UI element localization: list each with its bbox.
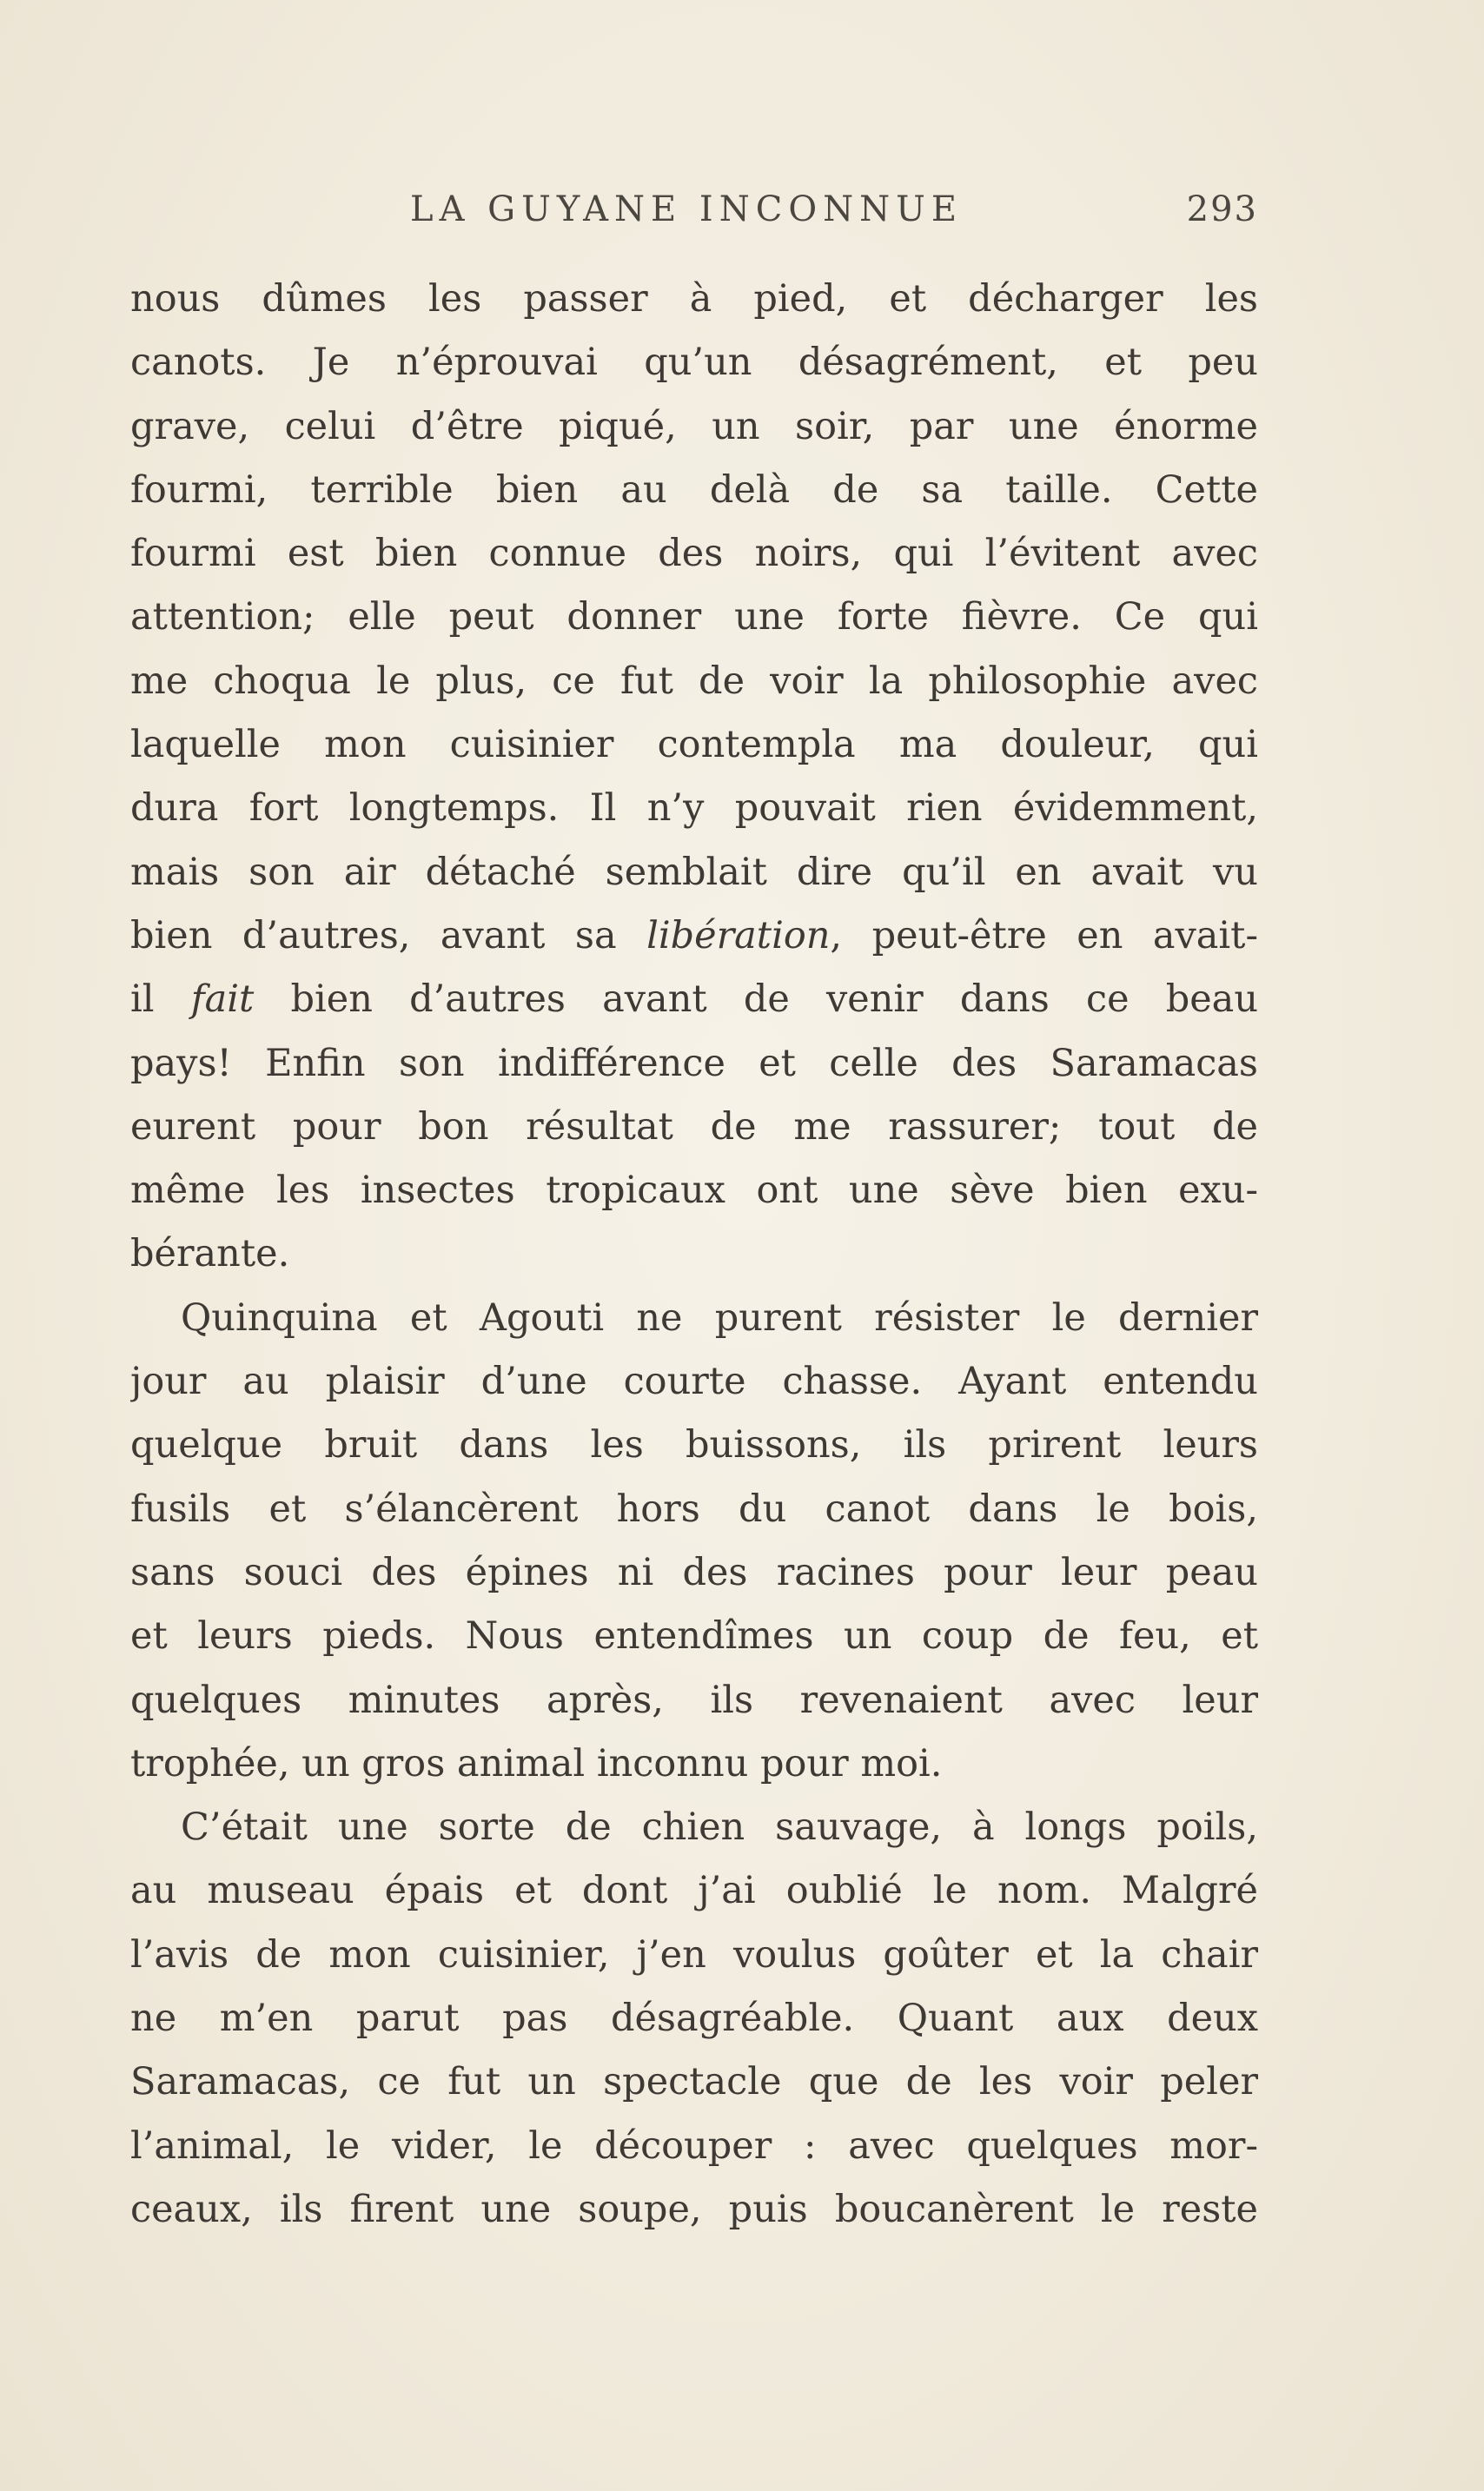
text-line: bérante. [130, 1232, 290, 1276]
text-line: ceaux, ils firent une soupe, puis boucanèrent le reste [130, 2187, 1258, 2231]
italic-word: fait [190, 977, 255, 1022]
text-line: mais son air détaché semblait dire qu’il en avait vu [130, 850, 1258, 894]
body-text [130, 268, 1258, 2242]
text-line: au museau épais et dont j’ai oublié le nom. Malgré [130, 1869, 1258, 1913]
running-title: LA GUYANE INCONNUE [410, 189, 964, 229]
text-line: pays! Enfin son indifférence et celle des Saramacas [130, 1041, 1258, 1085]
text-line: sans souci des épines ni des racines pour leur peau [130, 1550, 1258, 1594]
text-line [130, 968, 1258, 1031]
text-line: trophée, un gros animal inconnu pour moi. [130, 1741, 943, 1785]
text-line: eurent pour bon résultat de me rassurer; tout de [130, 1104, 1258, 1149]
text-line: nous dûmes les passer à pied, et décharger les [130, 277, 1258, 321]
text-line: l’animal, le vider, le découper : avec quelques mor- [130, 2123, 1258, 2168]
text-line: quelques minutes après, ils revenaient avec leur [130, 1678, 1258, 1722]
text-line: canots. Je n’éprouvai qu’un désagrément, et peu [130, 341, 1258, 385]
text-line: fourmi, terrible bien au delà de sa taille. Cette [130, 467, 1258, 512]
text-line: Quinquina et Agouti ne purent résister le dernier [181, 1295, 1258, 1340]
text-line: même les insectes tropicaux ont une sève bien exu- [130, 1169, 1258, 1213]
text-line: et leurs pieds. Nous entendîmes un coup de feu, et [130, 1614, 1258, 1659]
page-number: 293 [1186, 189, 1258, 229]
text-line: ne m’en parut pas désagréable. Quant aux deux [130, 1997, 1258, 2041]
text-line: fourmi est bien connue des noirs, qui l’évitent avec [130, 532, 1258, 576]
page-header [130, 189, 1258, 242]
text-line: grave, celui d’être piqué, un soir, par une énorme [130, 404, 1258, 448]
text-line [130, 904, 1258, 968]
text-line: Saramacas, ce fut un spectacle que de les voir peler [130, 2060, 1258, 2104]
text-line: dura fort longtemps. Il n’y pouvait rien évidemment, [130, 786, 1258, 831]
text-line: fusils et s’élancèrent hors du canot dans le bois, [130, 1487, 1258, 1531]
text-line: me choqua le plus, ce fut de voir la philosophie avec [130, 659, 1258, 703]
text-fragment: , peut-être en avait- [830, 913, 1258, 957]
italic-word: libération [646, 913, 831, 957]
text-fragment: bien d’autres avant de venir dans ce beau [290, 977, 1258, 1022]
text-line: attention; elle peut donner une forte fièvre. Ce qui [130, 595, 1258, 639]
text-line: quelque bruit dans les buissons, ils prirent leurs [130, 1423, 1258, 1467]
text-line: laquelle mon cuisinier contempla ma douleur, qui [130, 723, 1258, 767]
text-fragment: il [130, 977, 155, 1022]
text-fragment: bien d’autres, avant sa [130, 913, 617, 957]
text-line: l’avis de mon cuisinier, j’en voulus goûter et la chair [130, 1932, 1258, 1977]
text-line: C’était une sorte de chien sauvage, à longs poils, [181, 1805, 1258, 1850]
text-line: jour au plaisir d’une courte chasse. Ayant entendu [130, 1360, 1258, 1404]
